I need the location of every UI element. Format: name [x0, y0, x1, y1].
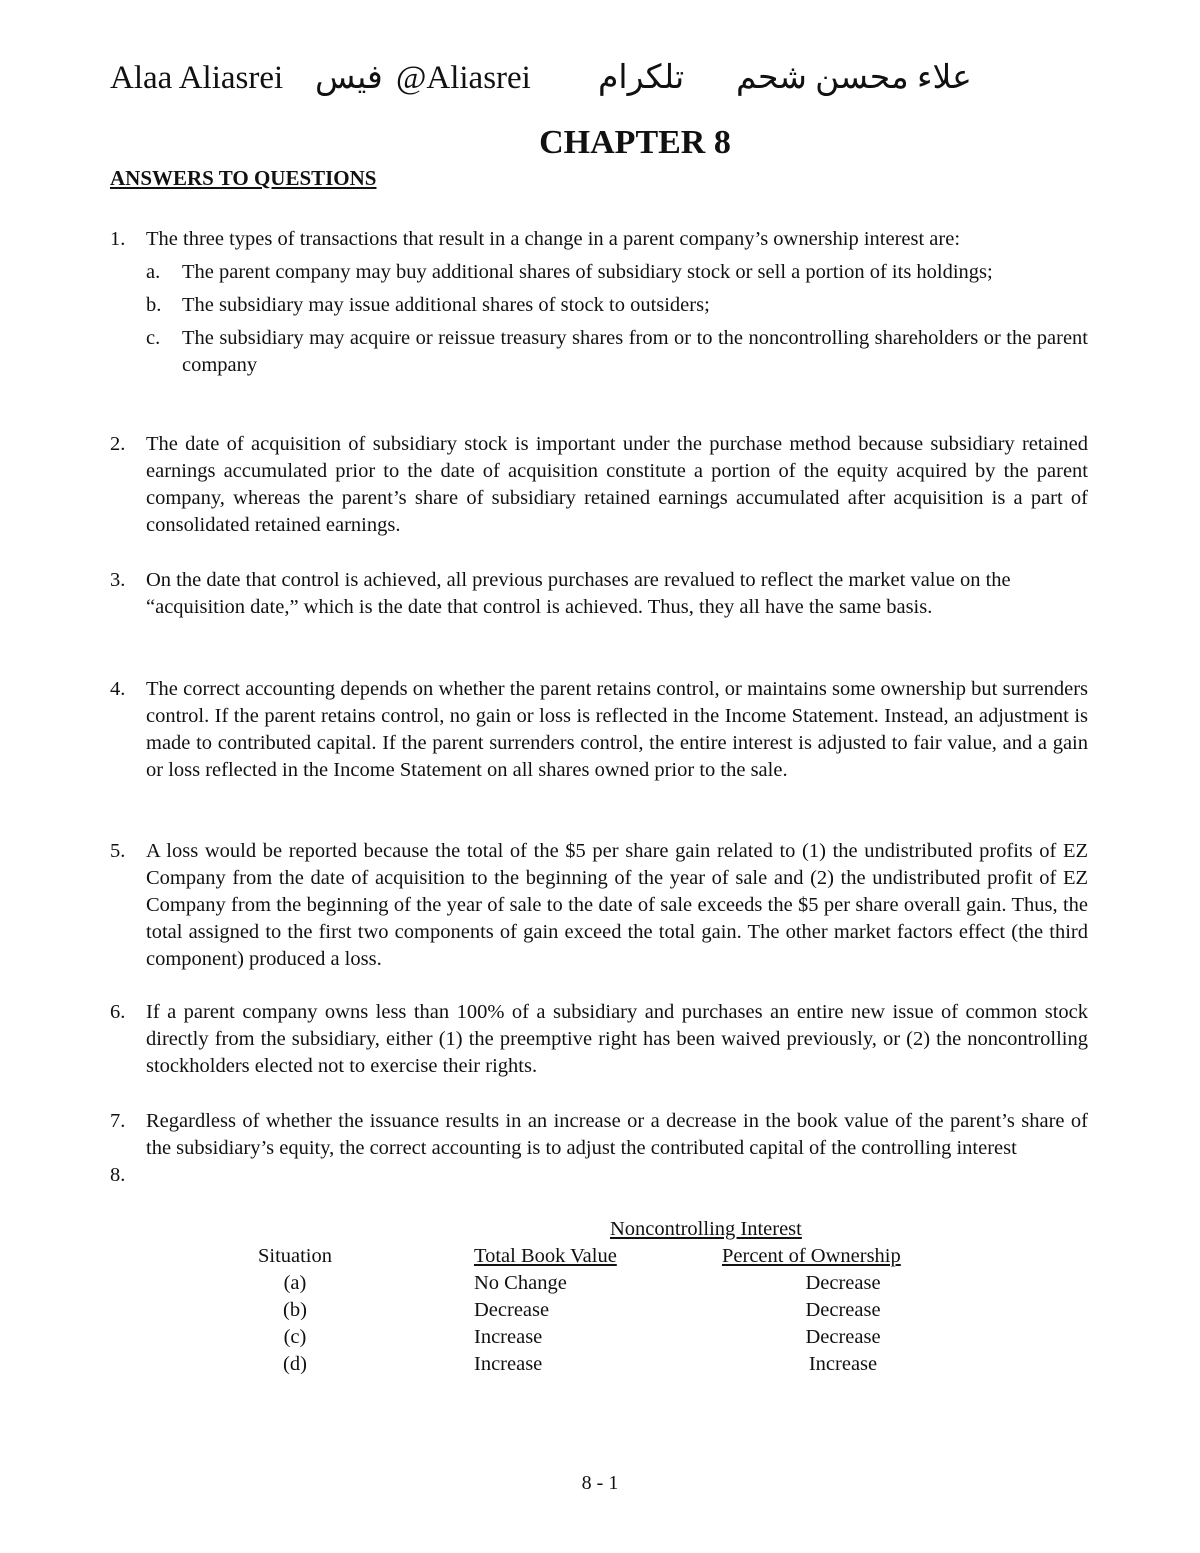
author-handle: @Aliasrei [396, 60, 531, 96]
author-header [110, 56, 1090, 100]
sub-text: The parent company may buy additional shares of subsidiary stock or sell a portion of its holdings; [182, 261, 993, 283]
question-4 [110, 676, 1088, 784]
table-cell-situation: (d) [283, 1353, 307, 1375]
question-number: 1. [110, 228, 126, 250]
question-number: 4. [110, 678, 126, 700]
table-header-book-value: Total Book Value [474, 1245, 617, 1267]
table-cell-situation: (c) [283, 1326, 307, 1348]
question-text: Regardless of whether the issuance results in an increase or a decrease in the book value of the parent’s share of the subsidiary’s equity, the correct accounting is to adjust the contributed capital of the controlling interest [146, 1110, 1088, 1159]
sub-item-b [146, 292, 1088, 319]
sub-letter: c. [146, 327, 161, 349]
table-cell-percent: Decrease [805, 1299, 881, 1321]
question-text: A loss would be reported because the total of the $5 per share gain related to (1) the undistributed profits of EZ Company from the date of acquisition to the beginning of the year of sale and (2) the undistributed profit of EZ Company from the beginning of the year of sale to the date of sale exceeds the $5 per share overall gain. Thus, the total assigned to the first two components of gain exceed the total gain. The other market factors effect (the third component) produced a loss. [146, 840, 1088, 970]
table-cell-situation: (a) [283, 1272, 307, 1294]
question-1 [110, 226, 1088, 379]
chapter-title: CHAPTER 8 [539, 124, 731, 161]
question-number: 5. [110, 840, 126, 862]
table-header-situation: Situation [257, 1245, 333, 1267]
author-name: Alaa Aliasrei [110, 60, 284, 96]
question-number: 6. [110, 1001, 126, 1023]
question-6 [110, 999, 1088, 1080]
question-text: The correct accounting depends on whether the parent retains control, or maintains some ownership but surrenders control. If the parent retains control, no gain or loss is reflected in the Income Statement. Instead, an adjustment is made to contributed capital. If the parent surrenders control, the entire interest is adjusted to fair value, and a gain or loss reflected in the Income Statement on all shares owned prior to the sale. [146, 678, 1088, 781]
telegram-label: تلكرام [598, 60, 685, 96]
author-arabic-name: علاء محسن شحم [736, 60, 972, 96]
table-cell-book: Increase [474, 1353, 543, 1375]
table-cell-percent: Increase [808, 1353, 878, 1375]
table-cell-percent: Decrease [805, 1272, 881, 1294]
question-number: 7. [110, 1110, 126, 1132]
question-text: On the date that control is achieved, all previous purchases are revalued to reflect the market value on the “acquisition date,” which is the date that control is achieved. Thus, they all have the same basis. [146, 569, 1011, 618]
table-cell-book: Increase [474, 1326, 543, 1348]
question-5 [110, 838, 1088, 973]
table-cell-book: No Change [474, 1272, 567, 1294]
question-3 [110, 567, 1088, 621]
question-number: 3. [110, 569, 126, 591]
sub-text: The subsidiary may acquire or reissue treasury shares from or to the noncontrolling shareholders or the parent company [182, 327, 1088, 376]
table-group-header: Noncontrolling Interest [610, 1218, 802, 1240]
facebook-label: فيس [315, 60, 383, 96]
question-number: 8. [110, 1164, 126, 1186]
sub-text: The subsidiary may issue additional shares of stock to outsiders; [182, 294, 710, 316]
question-7 [110, 1108, 1088, 1162]
table-cell-percent: Decrease [805, 1326, 881, 1348]
table-cell-situation: (b) [283, 1299, 307, 1321]
sub-item-c [146, 325, 1088, 379]
sub-item-a [146, 259, 1088, 286]
sub-letter: a. [146, 261, 161, 283]
question-text: The date of acquisition of subsidiary stock is important under the purchase method because subsidiary retained earnings accumulated prior to the date of acquisition constitute a portion of the equity acquired by the parent company, whereas the parent’s share of subsidiary retained earnings accumulated after acquisition is a part of consolidated retained earnings. [146, 433, 1088, 536]
question-text: If a parent company owns less than 100% of a subsidiary and purchases an entire new issue of common stock directly from the subsidiary, either (1) the preemptive right has been waived previously, or (2) the noncontrolling stockholders elected not to exercise their rights. [146, 1001, 1088, 1077]
section-title: ANSWERS TO QUESTIONS [110, 166, 377, 190]
question-2 [110, 431, 1088, 539]
question-text: The three types of transactions that result in a change in a parent company’s ownership interest are: [146, 228, 961, 250]
sub-letter: b. [146, 294, 162, 316]
table-cell-book: Decrease [474, 1299, 550, 1321]
table-header-percent: Percent of Ownership [722, 1245, 901, 1267]
page-number: 8 - 1 [581, 1472, 619, 1494]
question-number: 2. [110, 433, 126, 455]
